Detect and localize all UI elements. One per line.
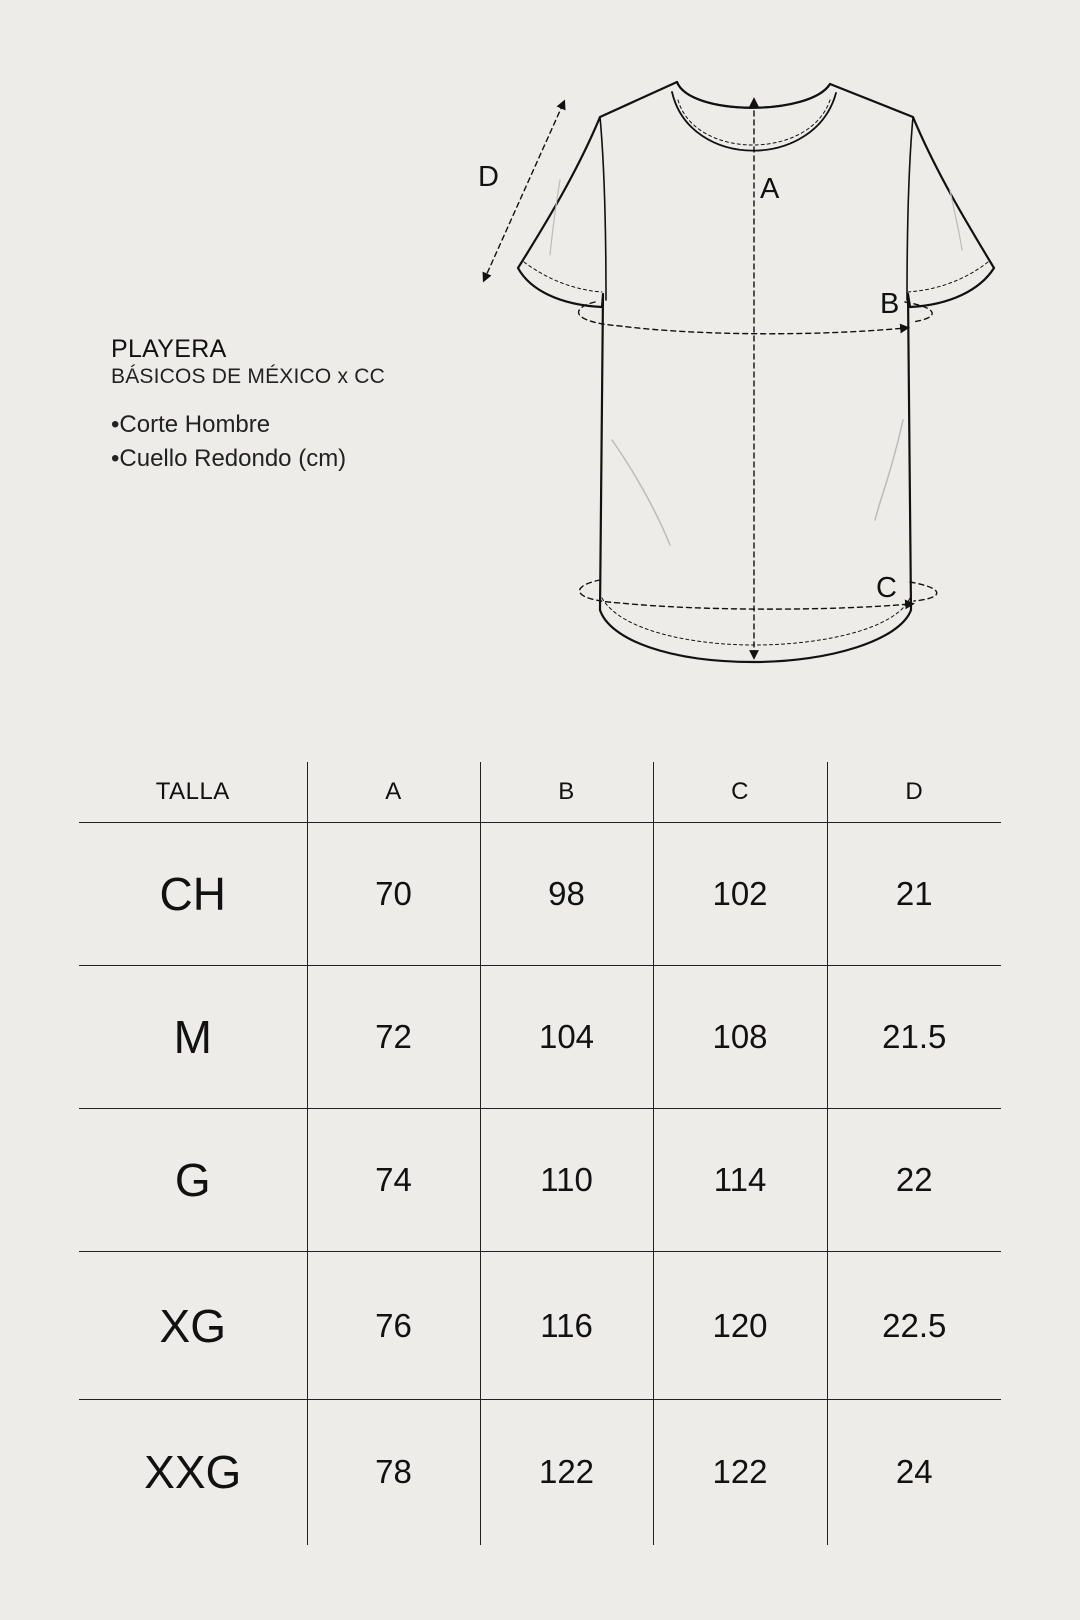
table-header-row (79, 762, 1001, 823)
label-d: D (478, 161, 499, 193)
value-cell: 110 (480, 1109, 653, 1252)
value-cell: 70 (307, 823, 480, 966)
table-row (79, 823, 1001, 966)
label-c: C (876, 572, 897, 604)
tshirt-diagram (0, 0, 1080, 700)
size-cell: G (79, 1109, 307, 1252)
table-row (79, 1109, 1001, 1252)
header-d: D (827, 762, 1001, 823)
header-talla: TALLA (79, 762, 307, 823)
label-a: A (760, 173, 780, 205)
value-cell: 102 (653, 823, 827, 966)
value-cell: 74 (307, 1109, 480, 1252)
value-cell: 98 (480, 823, 653, 966)
feature-collar: •Cuello Redondo (cm) (111, 445, 347, 472)
label-b: B (880, 288, 900, 320)
header-c: C (653, 762, 827, 823)
feature-fit: •Corte Hombre (111, 411, 271, 438)
size-table (79, 762, 1001, 1545)
header-a: A (307, 762, 480, 823)
product-title: PLAYERA (111, 335, 227, 363)
size-cell: XG (79, 1252, 307, 1400)
value-cell: 21 (827, 823, 1001, 966)
value-cell: 104 (480, 966, 653, 1109)
product-subtitle: BÁSICOS DE MÉXICO x CC (111, 365, 385, 388)
size-cell: M (79, 966, 307, 1109)
value-cell: 122 (653, 1400, 827, 1545)
value-cell: 21.5 (827, 966, 1001, 1109)
tshirt-outline-icon (518, 82, 994, 662)
value-cell: 116 (480, 1252, 653, 1400)
value-cell: 22 (827, 1109, 1001, 1252)
table-row (79, 966, 1001, 1109)
value-cell: 114 (653, 1109, 827, 1252)
value-cell: 24 (827, 1400, 1001, 1545)
value-cell: 78 (307, 1400, 480, 1545)
size-cell: XXG (144, 1446, 242, 1499)
value-cell: 22.5 (827, 1252, 1001, 1400)
size-cell: CH (79, 823, 307, 966)
value-cell: 72 (307, 966, 480, 1109)
value-cell: 122 (480, 1400, 653, 1545)
value-cell: 120 (653, 1252, 827, 1400)
header-b: B (480, 762, 653, 823)
table-row (79, 1252, 1001, 1400)
value-cell: 108 (653, 966, 827, 1109)
table-row (79, 1400, 1001, 1545)
value-cell: 76 (307, 1252, 480, 1400)
